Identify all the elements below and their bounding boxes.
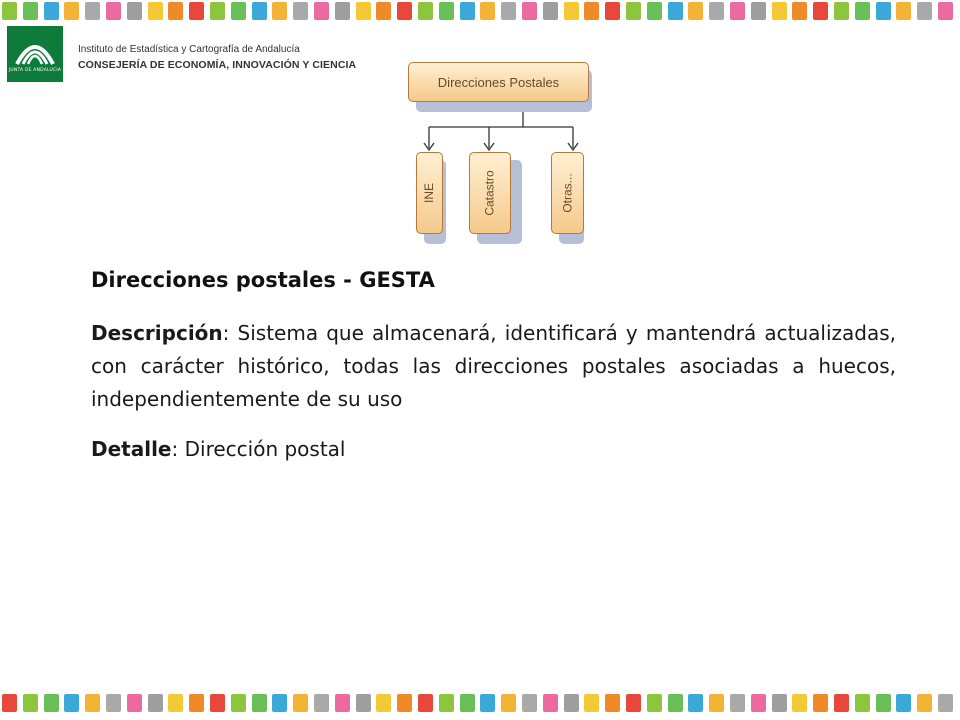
section-title: Direcciones postales - GESTA xyxy=(91,268,435,292)
stripe-square xyxy=(2,694,17,712)
description-label: Descripción xyxy=(91,321,223,345)
bottom-color-stripe xyxy=(0,692,960,714)
stripe-square xyxy=(626,694,641,712)
stripe-square xyxy=(418,694,433,712)
logo-caption: JUNTA DE ANDALUCIA xyxy=(8,68,62,73)
stripe-square xyxy=(44,694,59,712)
stripe-square xyxy=(501,694,516,712)
ministry-name: CONSEJERÍA DE ECONOMÍA, INNOVACIÓN Y CIENCIA xyxy=(78,59,357,71)
stripe-square xyxy=(252,694,267,712)
stripe-square xyxy=(314,694,329,712)
stripe-square xyxy=(668,694,683,712)
detail-line xyxy=(91,437,345,461)
stripe-square xyxy=(189,694,204,712)
description-paragraph xyxy=(91,317,896,416)
stripe-square xyxy=(231,694,246,712)
stripe-square xyxy=(605,694,620,712)
org-name: Instituto de Estadística y Cartografía de Andalucía xyxy=(78,44,300,55)
detail-separator: : xyxy=(171,437,185,461)
stripe-square xyxy=(772,694,787,712)
detail-text: Dirección postal xyxy=(184,437,346,461)
stripe-square xyxy=(480,694,495,712)
stripe-square xyxy=(647,694,662,712)
ine-node-label: INE xyxy=(422,182,437,204)
stripe-square xyxy=(85,694,100,712)
stripe-square xyxy=(792,694,807,712)
ine-node xyxy=(416,152,443,234)
stripe-square xyxy=(938,694,953,712)
stripe-square xyxy=(813,694,828,712)
stripe-square xyxy=(543,694,558,712)
stripe-square xyxy=(917,694,932,712)
stripe-square xyxy=(751,694,766,712)
stripe-square xyxy=(127,694,142,712)
stripe-square xyxy=(23,694,38,712)
stripe-square xyxy=(210,694,225,712)
stripe-square xyxy=(460,694,475,712)
stripe-square xyxy=(397,694,412,712)
stripe-square xyxy=(564,694,579,712)
stripe-square xyxy=(688,694,703,712)
stripe-square xyxy=(356,694,371,712)
stripe-square xyxy=(584,694,599,712)
catastro-node-label: Catastro xyxy=(483,170,498,216)
stripe-square xyxy=(293,694,308,712)
root-node xyxy=(408,62,589,102)
stripe-square xyxy=(709,694,724,712)
catastro-node xyxy=(469,152,511,234)
stripe-square xyxy=(64,694,79,712)
description-separator: : xyxy=(222,321,238,345)
stripe-square xyxy=(522,694,537,712)
detail-label: Detalle xyxy=(91,437,172,461)
stripe-square xyxy=(834,694,849,712)
stripe-square xyxy=(896,694,911,712)
stripe-square xyxy=(876,694,891,712)
stripe-square xyxy=(272,694,287,712)
otras-node xyxy=(551,152,584,234)
description-text: Sistema que almacenará, identificará y mantendrá actualizadas, con carácter histórico, todas las direcciones postales asociadas a huecos, independientemente de su uso xyxy=(91,321,896,411)
otras-node-label: Otras... xyxy=(560,173,575,213)
stripe-square xyxy=(376,694,391,712)
stripe-square xyxy=(730,694,745,712)
stripe-square xyxy=(106,694,121,712)
stripe-square xyxy=(439,694,454,712)
stripe-square xyxy=(148,694,163,712)
root-node-label: Direcciones Postales xyxy=(437,74,560,90)
stripe-square xyxy=(855,694,870,712)
stripe-square xyxy=(335,694,350,712)
stripe-square xyxy=(168,694,183,712)
